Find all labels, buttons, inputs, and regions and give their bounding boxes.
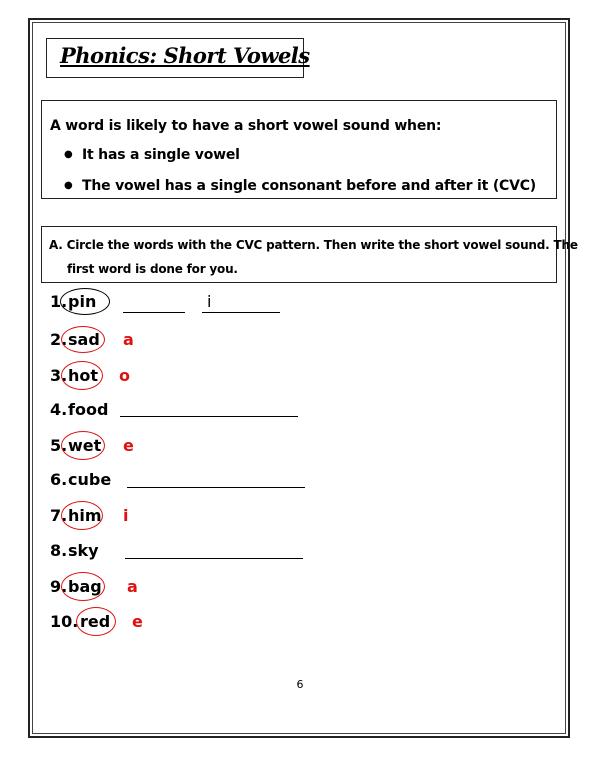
- item-number: 9.: [50, 577, 68, 596]
- answer-line: [123, 312, 185, 313]
- rule-heading: A word is likely to have a short vowel sound when:: [50, 118, 442, 134]
- instructions-line-1: A. Circle the words with the CVC pattern. Then write the short vowel sound. The: [49, 238, 578, 252]
- item-number: 4.: [50, 400, 68, 419]
- answer-line: [202, 312, 280, 313]
- rule-bullet-2: ● The vowel has a single consonant before and after it (CVC): [64, 178, 537, 194]
- rule-bullet-1: ● It has a single vowel: [64, 147, 240, 163]
- item-answer: e: [123, 436, 134, 455]
- bullet-icon: ●: [64, 180, 73, 191]
- answer-line: [127, 487, 305, 488]
- page-title: Phonics: Short Vowels: [60, 43, 310, 68]
- item-word: hot: [68, 366, 99, 385]
- item-word: cube: [68, 470, 112, 489]
- item-number: 10.: [50, 612, 79, 631]
- item-word: wet: [68, 436, 102, 455]
- item-word: food: [68, 400, 109, 419]
- item-word: sky: [68, 541, 99, 560]
- item-answer: o: [119, 366, 130, 385]
- item-word: red: [80, 612, 111, 631]
- bullet-icon: ●: [64, 149, 73, 160]
- item-answer: a: [123, 330, 134, 349]
- answer-line: [120, 416, 298, 417]
- item-answer: a: [127, 577, 138, 596]
- item-number: 1.: [50, 292, 68, 311]
- instructions-line-2: first word is done for you.: [67, 262, 238, 276]
- item-answer: i: [207, 292, 212, 311]
- item-answer: i: [123, 506, 129, 525]
- item-word: pin: [68, 292, 97, 311]
- answer-line: [125, 558, 303, 559]
- item-number: 8.: [50, 541, 68, 560]
- item-number: 5.: [50, 436, 68, 455]
- item-number: 3.: [50, 366, 68, 385]
- item-number: 2.: [50, 330, 68, 349]
- item-word: sad: [68, 330, 100, 349]
- page-number: 6: [296, 678, 304, 691]
- item-word: bag: [68, 577, 102, 596]
- item-word: him: [68, 506, 102, 525]
- item-number: 7.: [50, 506, 68, 525]
- item-number: 6.: [50, 470, 68, 489]
- item-answer: e: [132, 612, 143, 631]
